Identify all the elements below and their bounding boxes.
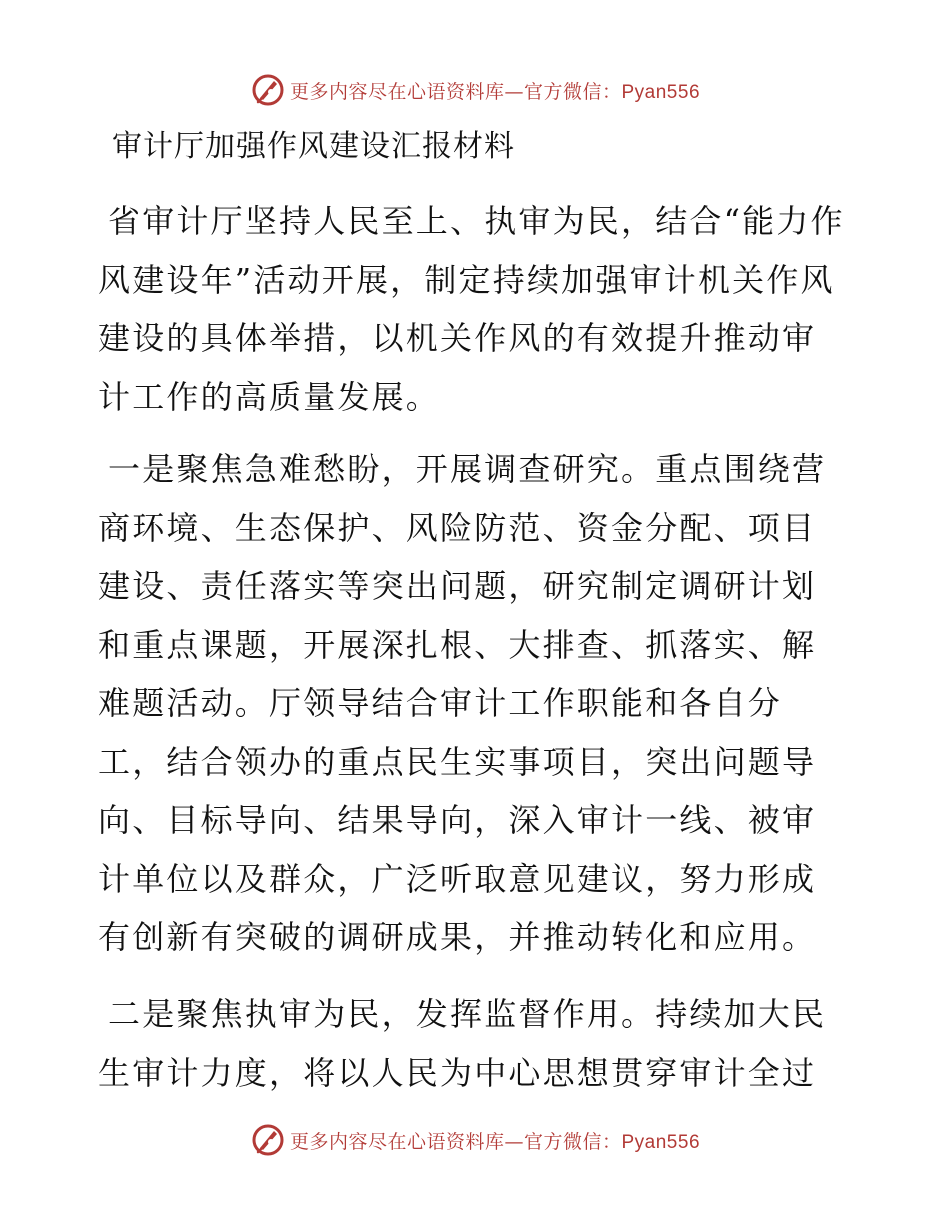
quill-seal-logo-icon bbox=[250, 1122, 286, 1158]
footer-banner-text: 更多内容尽在心语资料库—官方微信：Pyan556 bbox=[289, 1130, 701, 1153]
document-title: 审计厅加强作风建设汇报材料 bbox=[112, 129, 515, 164]
paragraph-point-one: 一是聚焦急难愁盼，开展调查研究。重点围绕营商环境、生态保护、风险防范、资金分配、项目建设、责任落实等突出问题，研究制定调研计划和重点课题，开展深扎根、大排查、抓落实、解难题活动。厅领导结合审计工作职能和各自分工，结合领办的重点民生实事项目，突出问题导向、目标导向、结果导向，深入审计一线、被审计单位以及群众，广泛听取意见建议，努力形成有创新有突破的调研成果，并推动转化和应用。 bbox=[98, 450, 827, 956]
header-banner-text: 更多内容尽在心语资料库—官方微信：Pyan556 bbox=[289, 80, 701, 103]
header-wechat-id: Pyan556 bbox=[621, 81, 701, 103]
paragraph-intro: 省审计厅坚持人民至上、执审为民，结合“能力作风建设年”活动开展，制定持续加强审计机关作风建设的具体举措，以机关作风的有效提升推动审计工作的高质量发展。 bbox=[98, 202, 845, 416]
header-banner bbox=[0, 70, 950, 110]
paragraph-point-two: 二是聚焦执审为民，发挥监督作用。持续加大民生审计力度，将以人民为中心思想贯穿审计全过 bbox=[98, 995, 827, 1092]
footer-banner bbox=[0, 1120, 950, 1160]
quill-seal-logo-icon bbox=[250, 72, 286, 108]
footer-wechat-id: Pyan556 bbox=[621, 1131, 701, 1153]
